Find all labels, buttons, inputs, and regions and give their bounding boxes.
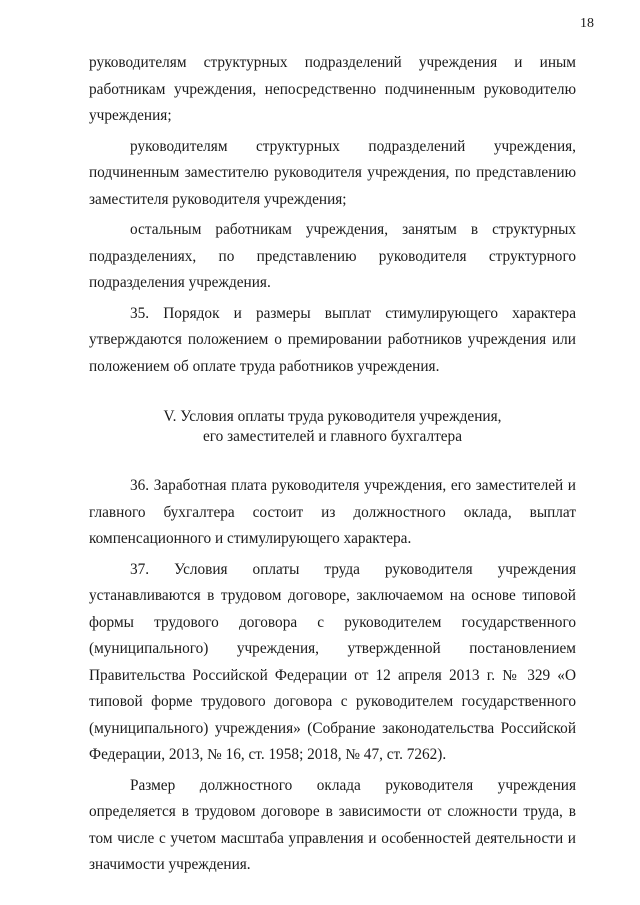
paragraph-list-item-2: руководителям структурных подразделений учреждения, подчиненным заместителю руководителя учреждения, по представлению заместителя руководителя учреждения; [89, 137, 576, 208]
section-heading [89, 407, 576, 447]
section-heading-line-2: его заместителей и главного бухгалтера [202, 428, 462, 445]
paragraph-salary-size: Размер должностного оклада руководителя учреждения определяется в трудовом договоре в зависимости от сложности труда, в том числе с учетом масштаба управления и особенностей деятельности и значимости учреждения. [89, 776, 576, 873]
paragraph-list-item-3: остальным работникам учреждения, занятым в структурных подразделениях, по представлению руководителя структурного подразделения учреждения. [89, 221, 576, 291]
paragraph-35: 35. Порядок и размеры выплат стимулирующего характера утверждаются положением о премировании работников учреждения или положением об оплате труда работников учреждения. [89, 304, 576, 375]
section-heading-line-1: V. Условия оплаты труда руководителя учреждения, [163, 408, 502, 425]
paragraph-36: 36. Заработная плата руководителя учреждения, его заместителей и главного бухгалтера состоит из должностного оклада, выплат компенсационного и стимулирующего характера. [89, 477, 576, 547]
paragraph-list-item-1: руководителям структурных подразделений учреждения и иным работникам учреждения, непосредственно подчиненным руководителю учреждения; [89, 54, 576, 124]
paragraph-37: 37. Условия оплаты труда руководителя учреждения устанавливаются в трудовом договоре, заключаемом на основе типовой формы трудового договора с руководителем государственного (муниципального) учреждения, утвержденной постановлением Правительства Российской Федерации от 12 апреля 2013 г. № 329 «О типовой форме трудового договора с руководителем государственного (муниципального) учреждения» (Собрание законодательства Российской Федерации, 2013, № 16, ст. 1958; 2018, № 47, ст. 7262). [89, 560, 576, 763]
document-body [89, 50, 576, 883]
page-number: 18 [580, 16, 594, 31]
